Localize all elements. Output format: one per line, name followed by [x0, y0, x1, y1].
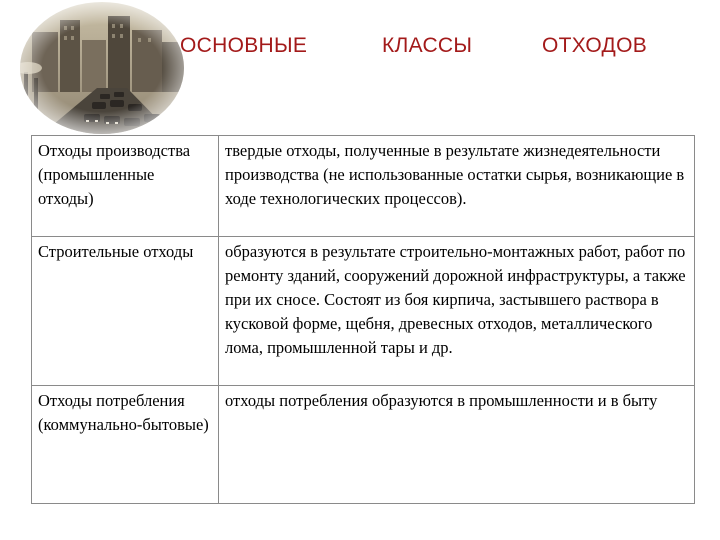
city-traffic-smog-photo — [2, 2, 184, 134]
table-row — [32, 237, 695, 386]
title-word-2: КЛАССЫ — [382, 34, 473, 57]
waste-class-name: Отходы производства (промышленные отходы) — [32, 136, 219, 237]
title-word-1: ОСНОВНЫЕ — [180, 34, 308, 57]
waste-class-description: отходы потребления образуются в промышленности и в быту — [219, 386, 695, 504]
waste-class-description: твердые отходы, полученные в результате жизнедеятельности производства (не использованные остатки сырья, возникающие в ходе технологических процессов). — [219, 136, 695, 237]
waste-classes-table — [31, 135, 695, 504]
page-title — [180, 34, 700, 66]
table-row — [32, 386, 695, 504]
title-word-3: ОТХОДОВ — [542, 34, 648, 57]
waste-class-name: Отходы потребления (коммунально-бытовые) — [32, 386, 219, 504]
table-row — [32, 136, 695, 237]
waste-class-description: образуются в результате строительно-монтажных работ, работ по ремонту зданий, сооружений дорожной инфраструктуры, а также при их сносе. Состоят из боя кирпича, застывшего раствора в кусковой форме, щебня, древесных отходов, металлического лома, промышленной тары и др. — [219, 237, 695, 386]
waste-class-name: Строительные отходы — [32, 237, 219, 386]
